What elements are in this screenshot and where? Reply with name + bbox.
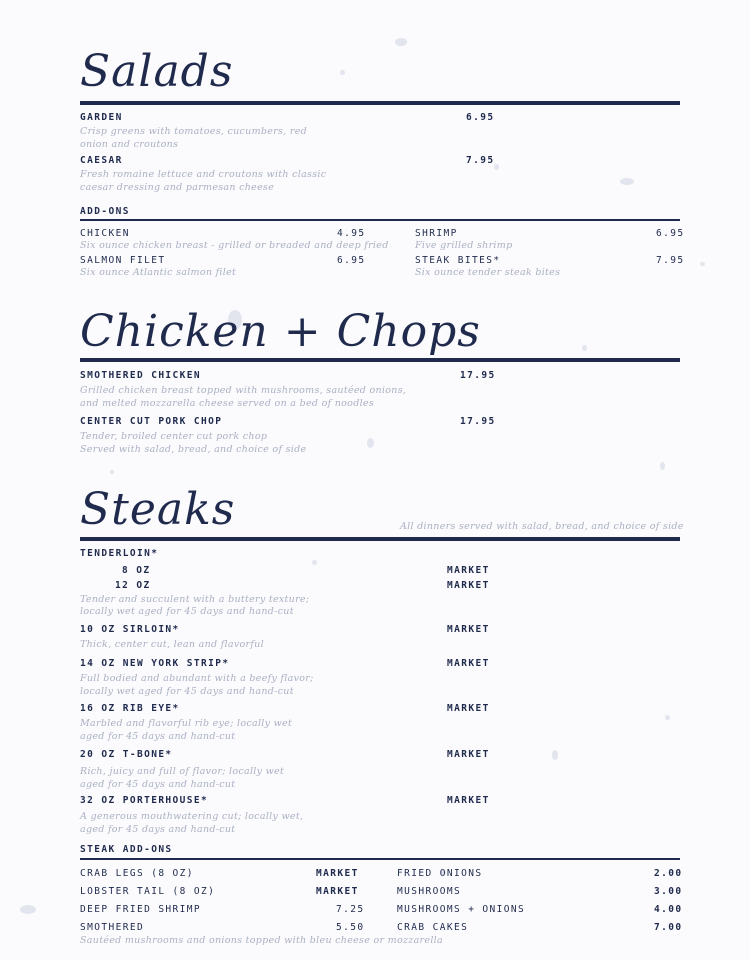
item-name: 14 OZ NEW YORK STRIP* [80,658,230,669]
paper-speck [582,345,587,351]
addon-price: 6.95 [656,228,685,239]
addon-price: 6.95 [337,255,366,266]
steak-addons-heading: STEAK ADD-ONS [80,844,173,855]
steak-addons-divider [80,858,680,860]
addon-price: 5.50 [336,922,365,933]
addons-divider [80,219,680,221]
section-divider [80,358,680,362]
addon-description: Six ounce tender steak bites [415,267,561,278]
item-description: Tender and succulent with a buttery texture; [80,594,310,605]
addon-name: CRAB LEGS (8 OZ) [80,868,194,879]
paper-speck [552,750,558,760]
item-description: locally wet aged for 45 days and hand-cut [80,686,294,697]
paper-speck [20,905,36,914]
item-price: MARKET [447,658,490,669]
addon-name: SALMON FILET [80,255,166,266]
item-description: aged for 45 days and hand-cut [80,779,236,790]
item-name: SMOTHERED CHICKEN [80,370,202,381]
item-description: caesar dressing and parmesan cheese [80,182,275,193]
item-price: MARKET [447,565,490,576]
addon-price: 7.95 [656,255,685,266]
addon-name: DEEP FRIED SHRIMP [80,904,202,915]
addon-description: Five grilled shrimp [415,240,513,251]
addon-price: 2.00 [654,868,683,879]
item-name: 32 OZ PORTERHOUSE* [80,795,209,806]
item-name: 16 OZ RIB EYE* [80,703,180,714]
addon-price: 4.95 [337,228,366,239]
addon-name: SMOTHERED [80,922,145,933]
addon-name: FRIED ONIONS [397,868,483,879]
section-title-chicken-chops: Chicken + Chops [80,306,481,357]
paper-speck [700,262,705,266]
size-label: 12 OZ [115,580,151,591]
item-description: and melted mozzarella cheese served on a bed of noodles [80,398,375,409]
item-description: Marbled and flavorful rib eye; locally wet [80,718,293,729]
addon-description: Six ounce Atlantic salmon filet [80,267,237,278]
paper-speck [340,70,345,75]
item-name: CAESAR [80,155,123,166]
item-description: Crisp greens with tomatoes, cucumbers, red [80,126,308,137]
paper-speck [620,178,634,185]
paper-speck [367,438,374,448]
item-description: Full bodied and abundant with a beefy flavor; [80,673,314,684]
section-divider [80,101,680,105]
item-description: onion and croutons [80,139,179,150]
item-description: Tender, broiled center cut pork chop [80,431,268,442]
paper-speck [395,38,407,46]
addon-price: 7.00 [654,922,683,933]
item-description: Served with salad, bread, and choice of side [80,444,307,455]
item-description: locally wet aged for 45 days and hand-cut [80,606,294,617]
addon-name: STEAK BITES* [415,255,501,266]
item-description: A generous mouthwatering cut; locally wet, [80,811,304,822]
paper-speck [665,715,670,720]
paper-speck [312,560,317,565]
item-name: 10 OZ SIRLOIN* [80,624,180,635]
addon-price: 3.00 [654,886,683,897]
addon-name: CHICKEN [80,228,130,239]
item-name: 20 OZ T-BONE* [80,749,173,760]
section-divider [80,537,680,541]
addon-name: CRAB CAKES [397,922,469,933]
paper-speck [660,462,665,470]
item-description: aged for 45 days and hand-cut [80,824,236,835]
steaks-note: All dinners served with salad, bread, and choice of side [400,521,684,532]
item-description: Thick, center cut, lean and flavorful [80,639,264,650]
addon-price: MARKET [316,886,359,897]
item-description: aged for 45 days and hand-cut [80,731,236,742]
addon-name: MUSHROOMS [397,886,462,897]
item-price: 6.95 [466,112,495,123]
addon-description: Six ounce chicken breast - grilled or breaded and deep fried [80,240,389,251]
item-price: 7.95 [466,155,495,166]
addon-name: LOBSTER TAIL (8 OZ) [80,886,216,897]
section-title-steaks: Steaks [80,484,236,535]
paper-speck [110,470,114,474]
addon-price: 4.00 [654,904,683,915]
section-title-salads: Salads [80,46,234,97]
item-name: CENTER CUT PORK CHOP [80,416,223,427]
item-price: MARKET [447,749,490,760]
addon-name: SHRIMP [415,228,458,239]
item-price: MARKET [447,795,490,806]
addon-price: 7.25 [336,904,365,915]
item-name: GARDEN [80,112,123,123]
paper-speck [494,164,499,170]
addon-description: Sautéed mushrooms and onions topped with bleu cheese or mozzarella [80,935,443,946]
addon-name: MUSHROOMS + ONIONS [397,904,526,915]
size-label: 8 OZ [122,565,151,576]
item-description: Rich, juicy and full of flavor; locally wet [80,766,285,777]
item-price: MARKET [447,703,490,714]
item-description: Grilled chicken breast topped with mushrooms, sautéed onions, [80,385,407,396]
item-price: 17.95 [460,416,496,427]
item-description: Fresh romaine lettuce and croutons with classic [80,169,327,180]
item-price: MARKET [447,580,490,591]
item-name: TENDERLOIN* [80,548,159,559]
item-price: MARKET [447,624,490,635]
addons-heading: ADD-ONS [80,206,130,217]
item-price: 17.95 [460,370,496,381]
addon-price: MARKET [316,868,359,879]
